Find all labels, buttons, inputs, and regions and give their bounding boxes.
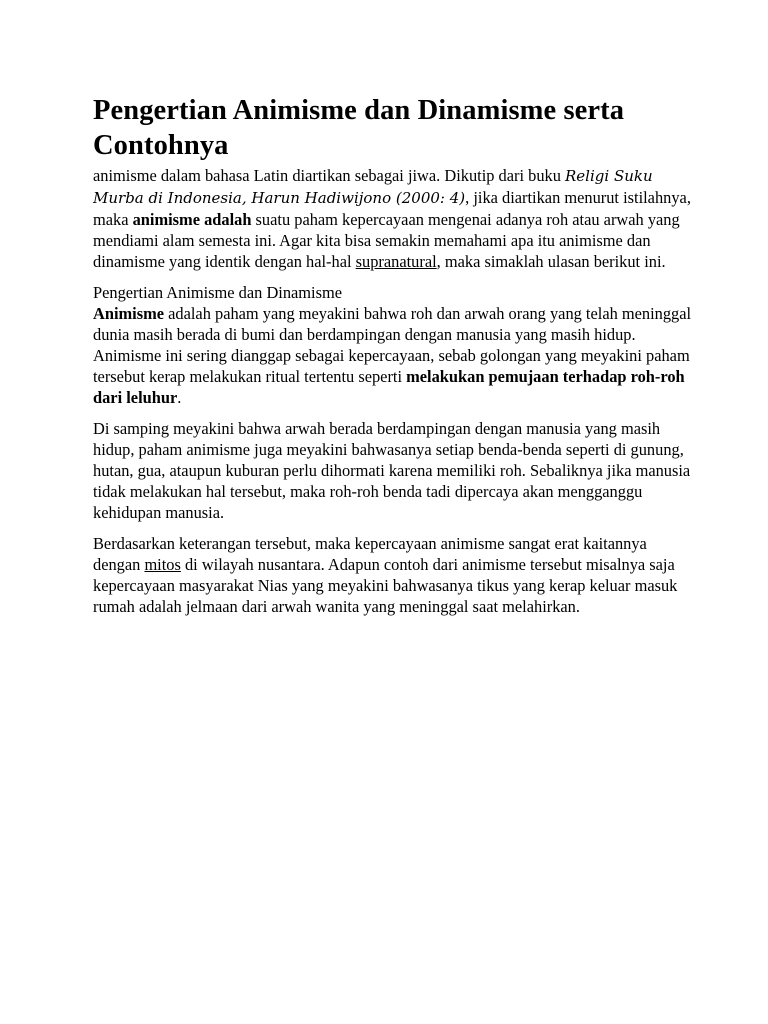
- intro-text-2: , jika diartikan menurut istilahnya, maka: [93, 188, 691, 229]
- page-title: Pengertian Animisme dan Dinamisme serta Contohnya: [93, 95, 625, 161]
- animisme-definition-paragraph: [93, 303, 693, 408]
- ritual-bold: melakukan pemujaan terhadap roh-roh dari leluhur: [93, 367, 685, 407]
- animisme-term: Animisme: [93, 304, 165, 323]
- mitos-link[interactable]: mitos: [144, 555, 181, 574]
- intro-text-3: suatu paham kepercayaan mengenai adanya roh atau arwah yang mendiami alam semesta ini. Agar kita bisa semakin memahami apa itu animisme dan dinamisme yang identik dengan hal-hal: [93, 210, 680, 271]
- intro-bold: animisme adalah: [132, 210, 252, 229]
- para1-text-1: adalah paham yang meyakini bahwa roh dan arwah orang yang telah meninggal dunia masih berada di bumi dan berdampingan dengan manusia yang masih hidup. Animisme ini sering dianggap sebagai kepercayaan, sebab golongan yang meyakini paham tersebut kerap melakukan ritual tertentu seperti: [93, 304, 692, 386]
- intro-text-1: animisme dalam bahasa Latin diartikan sebagai jiwa. Dikutip dari buku: [93, 166, 566, 185]
- animisme-belief-paragraph: Di samping meyakini bahwa arwah berada berdampingan dengan manusia yang masih hidup, paham animisme juga meyakini bahwasanya setiap benda-benda seperti di gunung, hutan, gua, ataupun kuburan perlu dihormati karena memiliki roh. Sebaliknya jika manusia tidak melakukan hal tersebut, maka roh-roh benda tadi dipercaya akan mengganggu kehidupan manusia.: [93, 419, 691, 522]
- document-page: [93, 93, 693, 627]
- intro-text-4: , maka simaklah ulasan berikut ini.: [436, 252, 666, 271]
- book-reference: Religi Suku Murba di Indonesia, Harun Hadiwijono (2000: 4): [93, 167, 653, 207]
- para1-text-2: .: [177, 388, 182, 407]
- intro-paragraph: [93, 165, 693, 272]
- supranatural-link[interactable]: supranatural: [355, 252, 437, 271]
- para3-text-1: Berdasarkan keterangan tersebut, maka kepercayaan animisme sangat erat kaitannya dengan: [93, 534, 647, 574]
- para3-text-2: di wilayah nusantara. Adapun contoh dari animisme tersebut misalnya saja kepercayaan masyarakat Nias yang meyakini bahwasanya tikus yang kerap keluar masuk rumah adalah jelmaan dari arwah wanita yang meninggal saat melahirkan.: [93, 555, 678, 616]
- animisme-example-paragraph: [93, 533, 693, 617]
- section-heading: Pengertian Animisme dan Dinamisme: [93, 283, 343, 302]
